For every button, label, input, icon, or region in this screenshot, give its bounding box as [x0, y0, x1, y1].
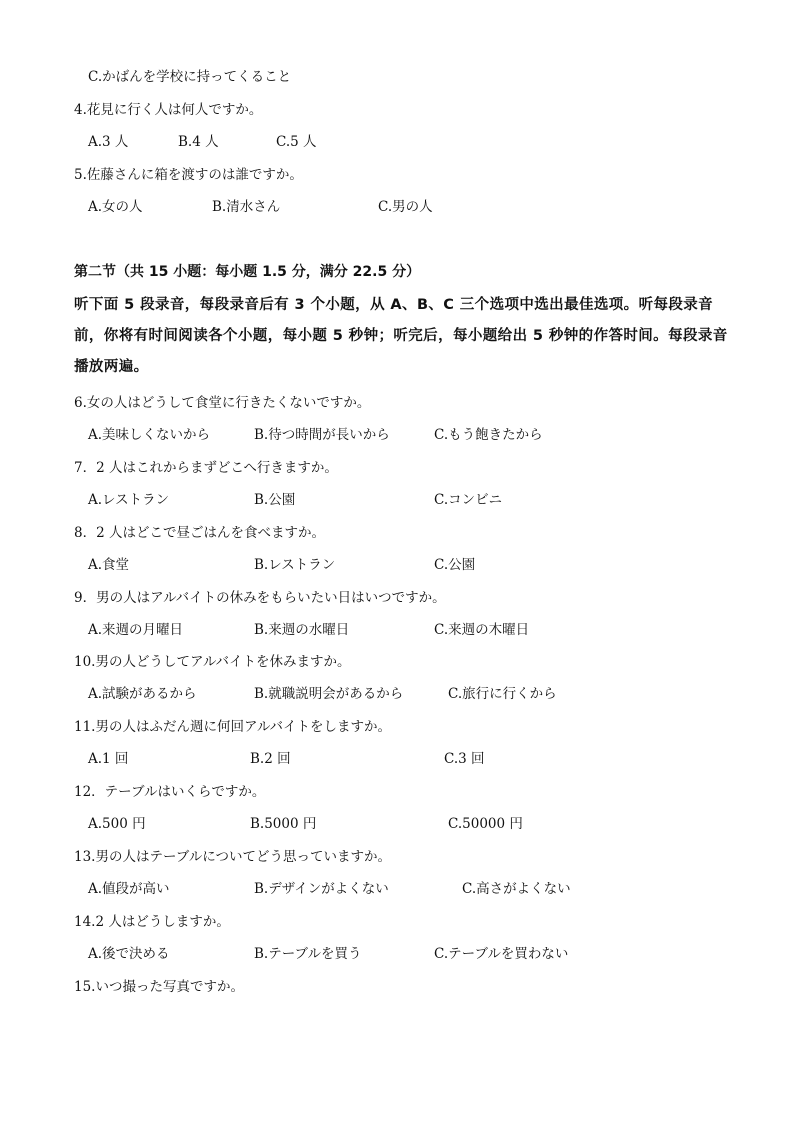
q9-option-c[interactable]: C.来週の木曜日 [434, 622, 530, 638]
q4-option-a[interactable]: A.3 人 [88, 134, 129, 150]
q10-option-a[interactable]: A.試験があるから [88, 686, 197, 702]
q7-option-a[interactable]: A.レストラン [88, 492, 170, 508]
q5-option-b[interactable]: B.清水さん [212, 199, 281, 215]
question-5: 5.佐藤さんに箱を渡すのは誰ですか。 [74, 167, 303, 183]
q8-option-a[interactable]: A.食堂 [88, 557, 130, 573]
q10-option-c[interactable]: C.旅行に行くから [448, 686, 557, 702]
question-4: 4.花見に行く人は何人ですか。 [74, 102, 263, 118]
question-8: 8．2 人はどこで昼ごはんを食べますか。 [74, 525, 325, 541]
q5-option-c[interactable]: C.男の人 [378, 199, 433, 215]
q8-option-c[interactable]: C.公園 [434, 557, 476, 573]
q7-option-b[interactable]: B.公園 [254, 492, 296, 508]
q10-option-b[interactable]: B.就職説明会があるから [254, 686, 404, 702]
q12-option-a[interactable]: A.500 円 [88, 816, 146, 832]
q12-option-b[interactable]: B.5000 円 [250, 816, 317, 832]
q14-option-b[interactable]: B.テーブルを買う [254, 946, 362, 962]
question-11: 11.男の人はふだん週に何回アルバイトをしますか。 [74, 719, 391, 735]
question-13: 13.男の人はテーブルについてどう思っていますか。 [74, 849, 391, 865]
q4-option-c[interactable]: C.5 人 [276, 134, 317, 150]
question-6: 6.女の人はどうして食堂に行きたくないですか。 [74, 395, 371, 411]
question-9: 9．男の人はアルバイトの休みをもらいたい日はいつですか。 [74, 590, 446, 606]
q13-option-b[interactable]: B.デザインがよくない [254, 881, 389, 897]
q9-option-b[interactable]: B.来週の水曜日 [254, 622, 350, 638]
q13-option-a[interactable]: A.値段が高い [88, 881, 170, 897]
section-2-title: 第二节（共 15 小题：每小题 1.5 分，满分 22.5 分） [74, 264, 421, 280]
q3-option-c: C.かばんを学校に持ってくること [88, 69, 292, 85]
q11-option-a[interactable]: A.1 回 [88, 751, 129, 767]
question-14: 14.2 人はどうしますか。 [74, 914, 230, 930]
q4-option-b[interactable]: B.4 人 [178, 134, 219, 150]
q6-option-c[interactable]: C.もう飽きたから [434, 427, 543, 443]
q8-option-b[interactable]: B.レストラン [254, 557, 336, 573]
q14-option-c[interactable]: C.テーブルを買わない [434, 946, 569, 962]
question-12: 12．テーブルはいくらですか。 [74, 784, 266, 800]
q14-option-a[interactable]: A.後で決める [88, 946, 170, 962]
q13-option-c[interactable]: C.高さがよくない [462, 881, 571, 897]
q11-option-c[interactable]: C.3 回 [444, 751, 485, 767]
question-7: 7．2 人はこれからまずどこへ行きますか。 [74, 460, 338, 476]
section-2-instructions: 听下面 5 段录音，每段录音后有 3 个小题，从 A、B、C 三个选项中选出最佳选项。听每段录音前，你将有时间阅读各个小题，每小题 5 秒钟；听完后，每小题给出 5 秒钟的作答时间。每段录音播放两遍。 [74, 297, 728, 375]
q11-option-b[interactable]: B.2 回 [250, 751, 291, 767]
q7-option-c[interactable]: C.コンビニ [434, 492, 503, 508]
q9-option-a[interactable]: A.来週の月曜日 [88, 622, 184, 638]
question-10: 10.男の人どうしてアルバイトを休みますか。 [74, 654, 351, 670]
q6-option-b[interactable]: B.待つ時間が長いから [254, 427, 390, 443]
q6-option-a[interactable]: A.美味しくないから [88, 427, 211, 443]
q5-option-a[interactable]: A.女の人 [88, 199, 143, 215]
question-15: 15.いつ撮った写真ですか。 [74, 979, 244, 995]
q12-option-c[interactable]: C.50000 円 [448, 816, 523, 832]
